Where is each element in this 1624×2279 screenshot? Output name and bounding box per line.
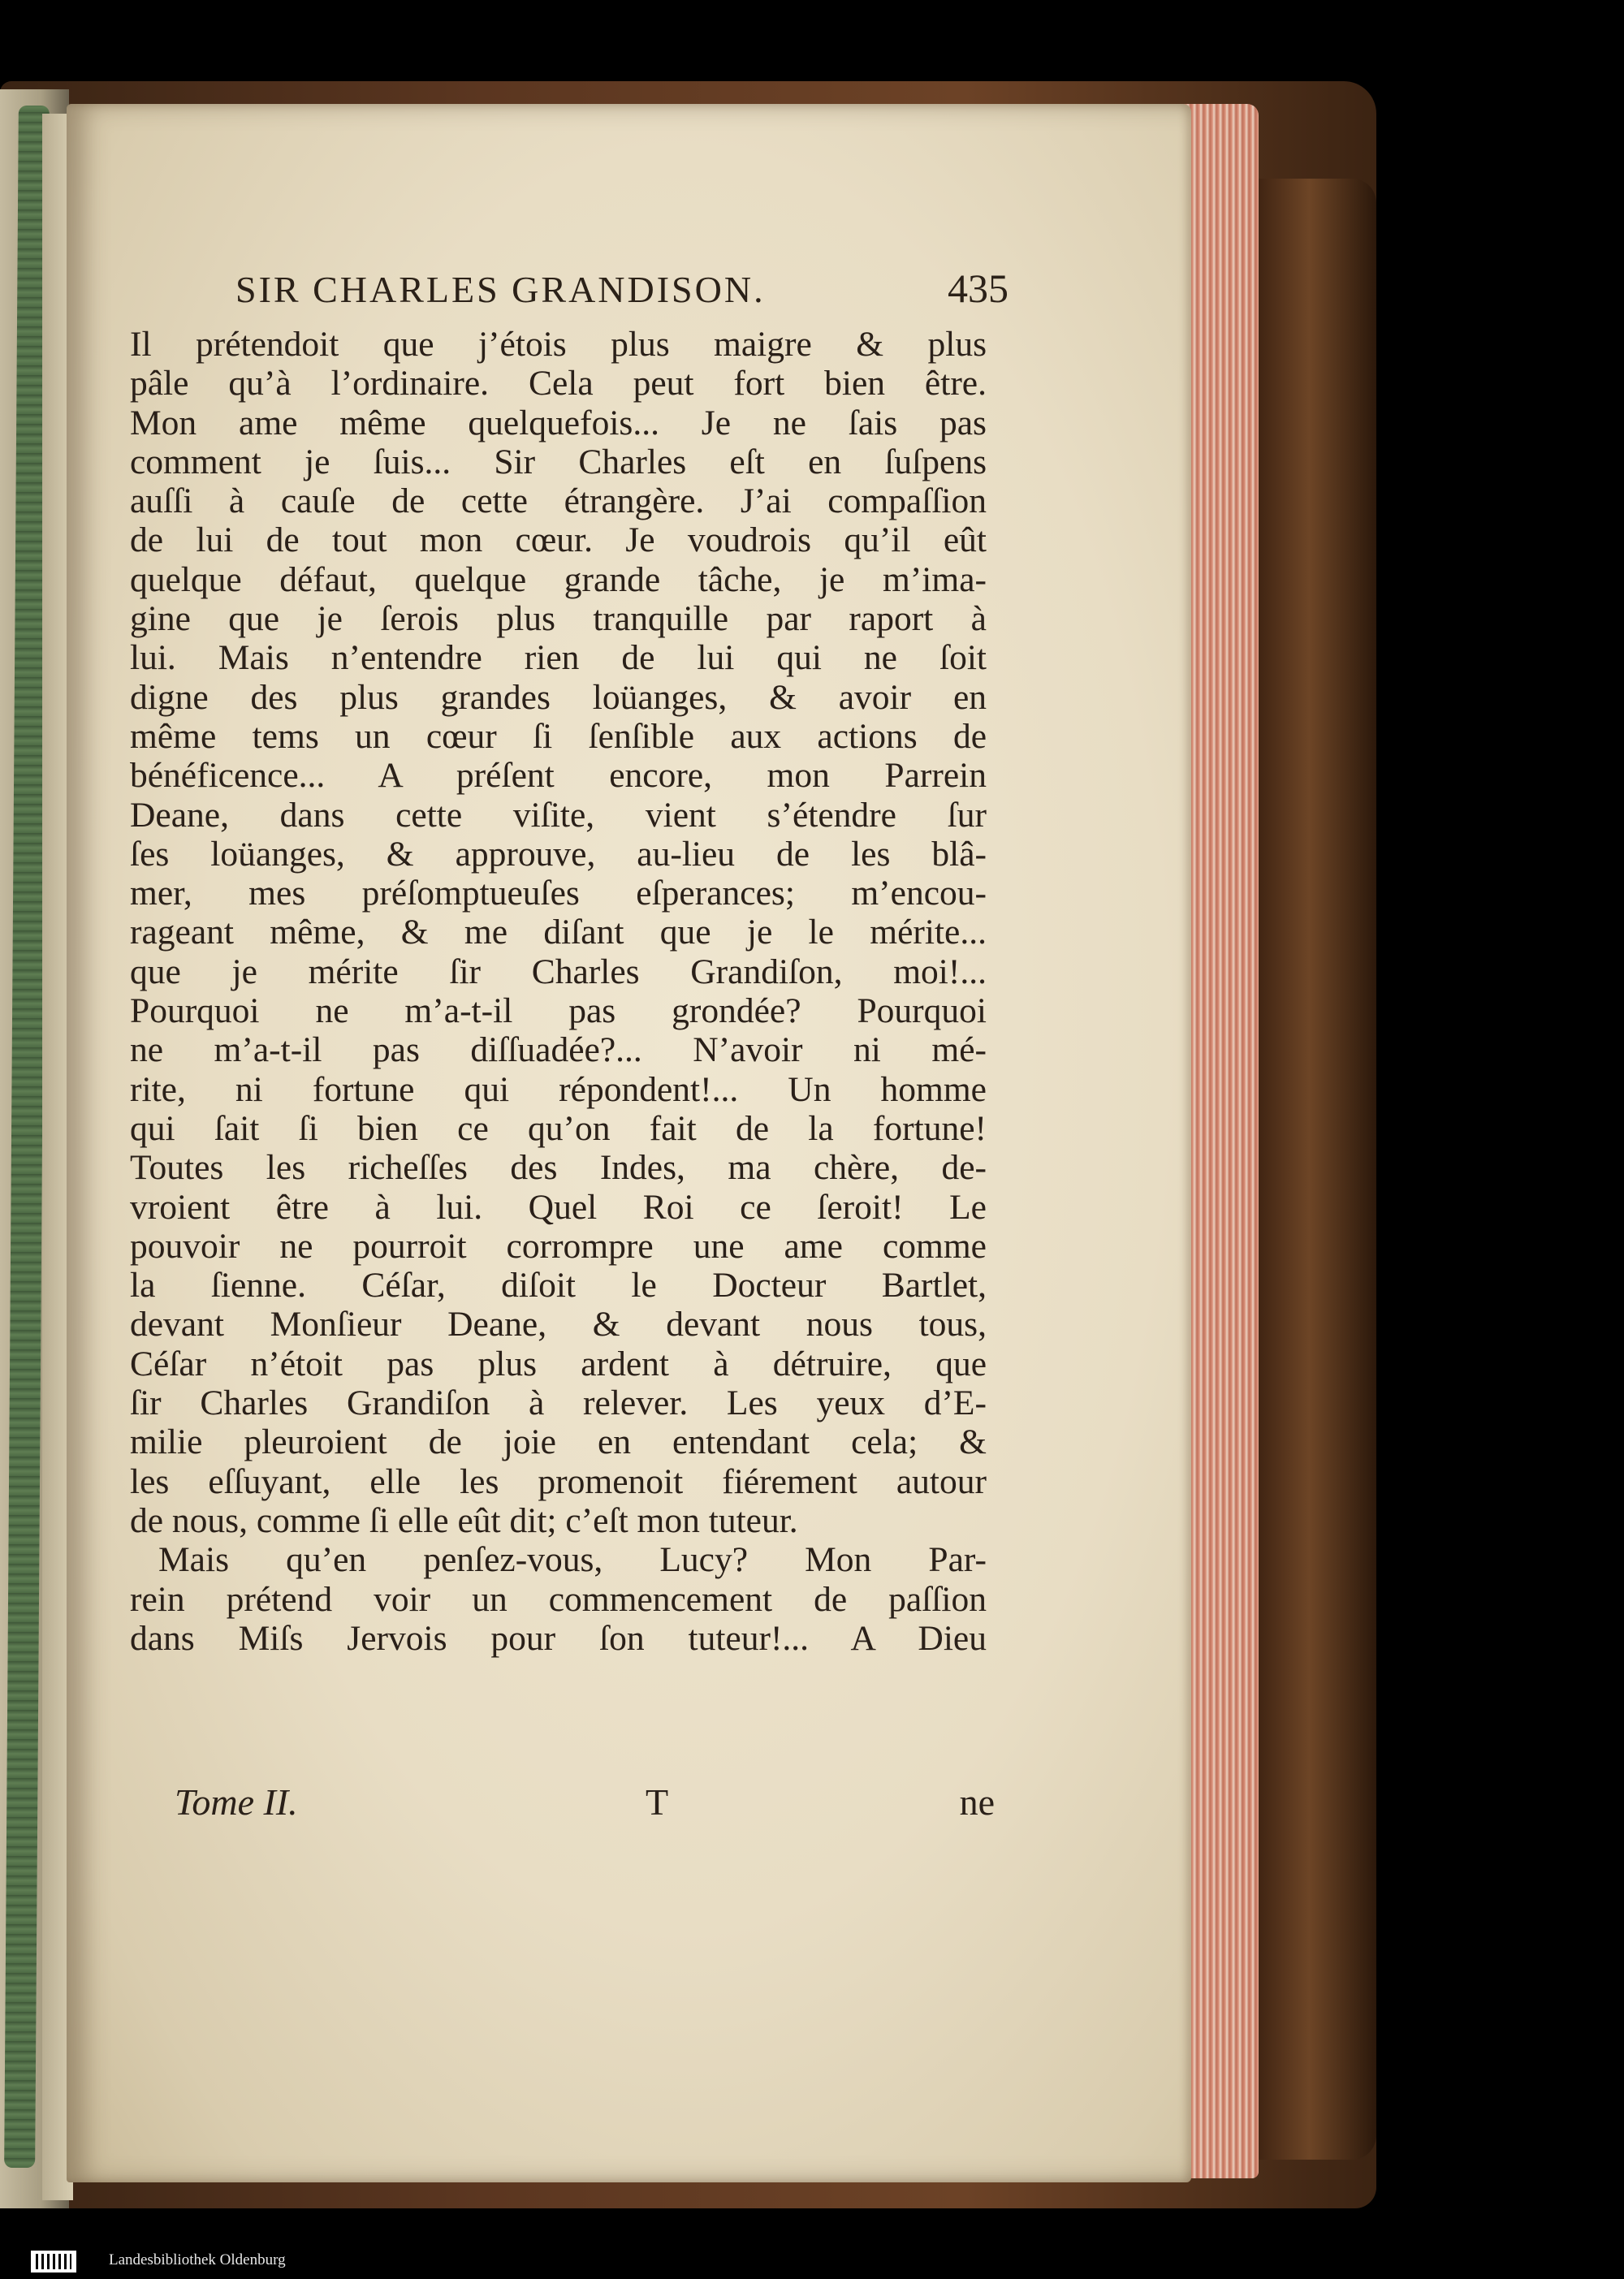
signature-line bbox=[175, 1780, 995, 1829]
text-line: auſſi à cauſe de cette étrangère. J’ai compaſſion bbox=[130, 481, 987, 521]
text-line: de lui de tout mon cœur. Je voudrois qu’il eût bbox=[130, 520, 987, 560]
text-line: Toutes les richeſſes des Indes, ma chère, de- bbox=[130, 1148, 987, 1188]
text-line: pouvoir ne pourroit corrompre une ame comme bbox=[130, 1226, 987, 1266]
text-line: comment je ſuis... Sir Charles eſt en ſuſpens bbox=[130, 442, 987, 481]
text-line: gine que je ſerois plus tranquille par raport à bbox=[130, 599, 987, 639]
text-line: Céſar n’étoit pas plus ardent à détruire, que bbox=[130, 1344, 987, 1383]
text-line: bénéficence... A préſent encore, mon Parrein bbox=[130, 756, 987, 796]
text-line: milie pleuroient de joie en entendant cela; & bbox=[130, 1422, 987, 1462]
text-line: mer, mes préſomptueuſes eſperances; m’encou- bbox=[130, 874, 987, 913]
body-text bbox=[130, 325, 987, 1658]
page-edges bbox=[1184, 104, 1259, 2178]
text-line: dans Miſs Jervois pour ſon tuteur!... A Dieu bbox=[130, 1618, 987, 1658]
text-line: vroient être à lui. Quel Roi ce ſeroit! Le bbox=[130, 1187, 987, 1227]
text-line: de nous, comme ſi elle eût dit; c’eſt mon tuteur. bbox=[130, 1500, 798, 1540]
text-line: rageant même, & me diſant que je le mérite... bbox=[130, 913, 987, 952]
text-line: qui ſait ſi bien ce qu’on fait de la fortune! bbox=[130, 1108, 987, 1148]
volume-label: Tome II. bbox=[175, 1781, 298, 1823]
text-line: Deane, dans cette viſite, vient s’étendre ſur bbox=[130, 795, 987, 835]
text-line: rite, ni fortune qui répondent!... Un homme bbox=[130, 1069, 987, 1109]
running-head: SIR CHARLES GRANDISON. bbox=[235, 269, 766, 310]
text-line: quelque défaut, quelque grande tâche, je m’ima- bbox=[130, 559, 987, 599]
catchword: ne bbox=[959, 1781, 995, 1823]
text-line: même tems un cœur ſi ſenſible aux actions de bbox=[130, 716, 987, 756]
text-line: la ſienne. Céſar, diſoit le Docteur Bartlet, bbox=[130, 1266, 987, 1306]
page-number: 435 bbox=[948, 265, 1009, 311]
text-line: Mon ame même quelquefois... Je ne ſais pas bbox=[130, 403, 987, 442]
text-line: Mais qu’en penſez-vous, Lucy? Mon Par- bbox=[158, 1540, 987, 1580]
text-line: rein prétend voir un commencement de paſſion bbox=[130, 1579, 987, 1619]
library-footer bbox=[0, 2242, 1624, 2279]
library-building-icon bbox=[31, 2251, 76, 2273]
text-line: Pourquoi ne m’a-t-il pas grondée? Pourquoi bbox=[130, 991, 987, 1031]
text-line: ſes loüanges, & approuve, au-lieu de les blâ- bbox=[130, 834, 987, 874]
text-line: pâle qu’à l’ordinaire. Cela peut fort bien être. bbox=[130, 364, 987, 404]
library-name: Landesbibliothek Oldenburg bbox=[109, 2251, 286, 2268]
signature-mark: T bbox=[646, 1781, 669, 1823]
text-line: Il prétendoit que j’étois plus maigre & plus bbox=[130, 325, 987, 364]
text-line: devant Monſieur Deane, & devant nous tous, bbox=[130, 1305, 987, 1345]
text-line: lui. Mais n’entendre rien de lui qui ne ſoit bbox=[130, 638, 987, 678]
back-cover-board bbox=[1255, 179, 1376, 2160]
text-line: digne des plus grandes loüanges, & avoir en bbox=[130, 677, 987, 717]
text-line: que je mérite ſir Charles Grandiſon, moi!... bbox=[130, 952, 987, 991]
text-line: les eſſuyant, elle les promenoit fiérement autour bbox=[130, 1461, 987, 1501]
text-line: ne m’a-t-il pas diſſuadée?... N’avoir ni mé- bbox=[130, 1030, 987, 1070]
text-line: ſir Charles Grandiſon à relever. Les yeux d’E- bbox=[130, 1383, 987, 1423]
